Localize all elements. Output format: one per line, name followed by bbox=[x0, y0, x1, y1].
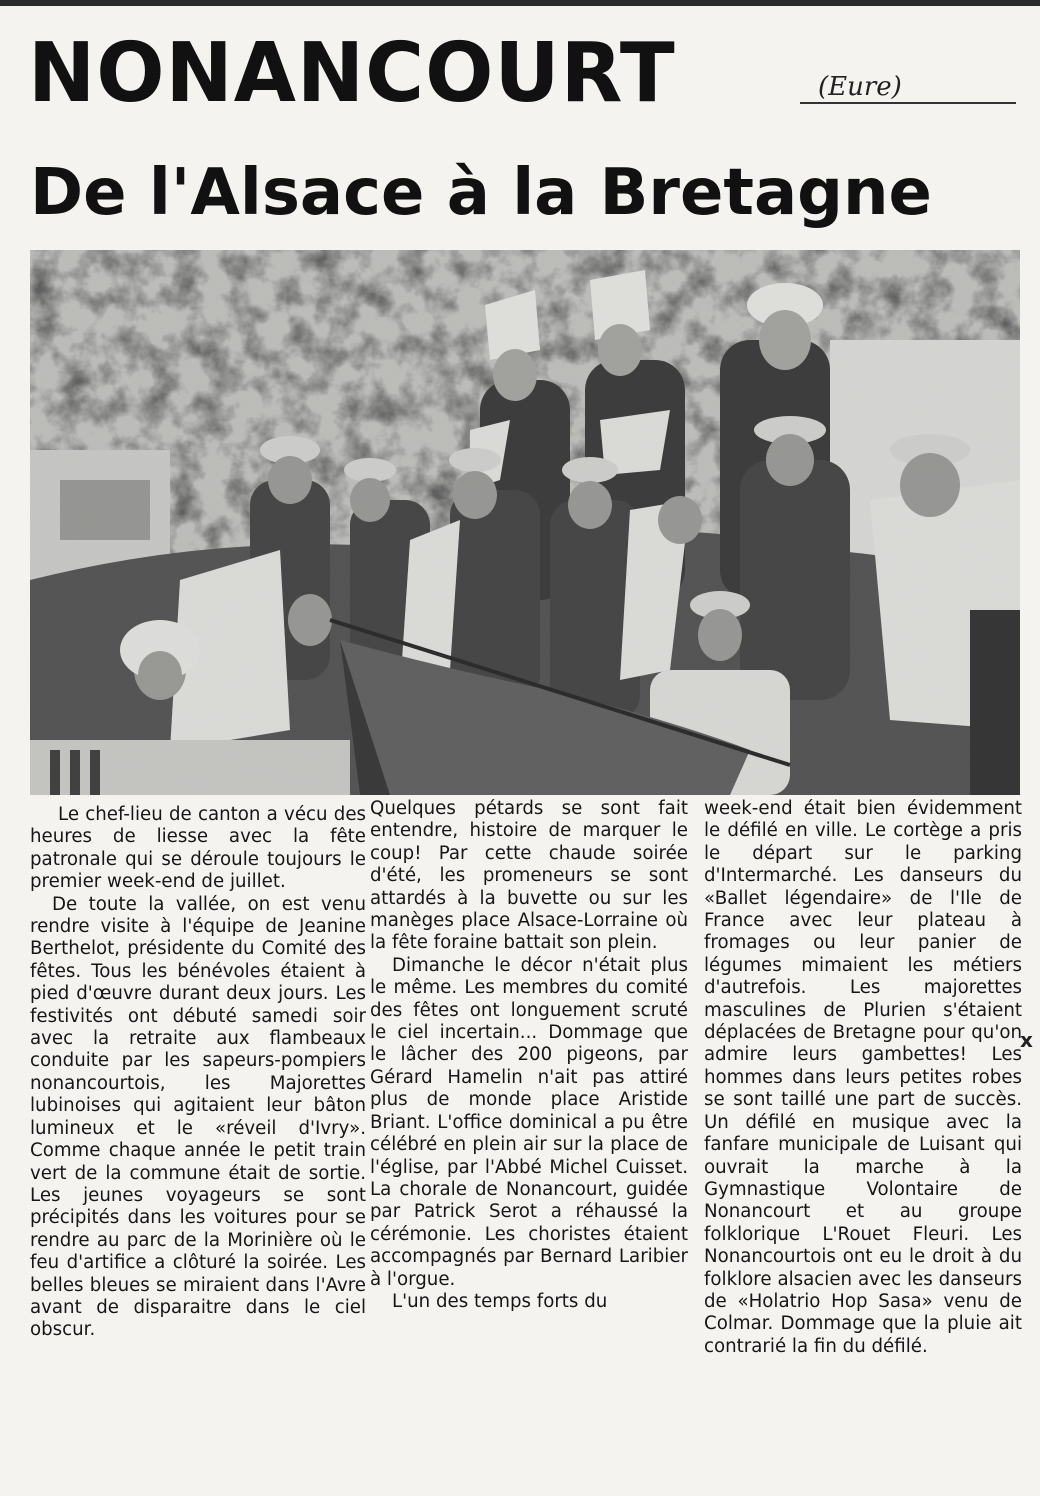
article-column-2 bbox=[370, 798, 688, 1313]
article-column-3 bbox=[704, 798, 1022, 1358]
department-note: (Eure) bbox=[818, 72, 902, 102]
article-headline: De l'Alsace à la Bretagne bbox=[30, 156, 932, 230]
paragraph: week-end était bien évidemment le défilé en ville. Le cortège a pris le départ sur le parking d'Intermarché. Les danseurs du «Ballet légendaire» de l'Ile de France avec leur plateau à fromages ou leur panier de légumes mimaient les métiers d'autrefois. Les majorettes masculines de Plurien s'étaient déplacées de Bretagne pour qu'on admire leurs gambettes! Les hommes dans leurs petites robes se sont taillé une part de succès. Un défilé en musique avec la fanfare municipale de Luisant qui ouvrait la marche à la Gymnastique Volontaire de Nonancourt et au groupe folklorique L'Rouet Fleuri. Les Nonancourtois ont eu le droit à du folklore alsacien avec les danseurs de «Holatrio Hop Sasa» venu de Colmar. Dommage que la pluie ait contrarié la fin du défilé. bbox=[704, 798, 1022, 1357]
paragraph: Dimanche le décor n'était plus le même. Les membres du comité des fêtes ont longuement scruté le ciel incertain... Dommage que le lâcher des 200 pigeons, par Gérard Hamelin n'ait pas attiré plus de monde place Aristide Briant. L'office dominical a pu être célébré en plein air sur la place de l'église, par l'Abbé Michel Cuisset. La chorale de Nonancourt, guidée par Patrick Serot a réhaussé la cérémonie. Les choristes étaient accompagnés par Bernard Laribier à l'orgue. bbox=[370, 954, 688, 1290]
town-masthead: NONANCOURT bbox=[28, 26, 676, 121]
paragraph: L'un des temps forts du bbox=[392, 1290, 608, 1312]
article-column-1 bbox=[30, 804, 366, 1342]
paragraph: Le chef-lieu de canton a vécu des heures de liesse avec la fête patronale qui se déroule toujours le premier week-end de juillet. bbox=[30, 804, 366, 893]
paragraph: De toute la vallée, on est venu rendre visite à l'équipe de Jeanine Berthelot, présidente du Comité des fêtes. Tous les bénévoles étaient à pied d'œuvre durant deux jours. Les festivités ont débuté samedi soir avec la retraite aux flambeaux conduite par les sapeurs-pompiers nonancourtois, les Majorettes lubinoises qui agitaient leur bâton lumineux et le «réveil d'Ivry». Comme chaque année le petit train vert de la commune était de sortie. Les jeunes voyageurs se sont précipités dans les voitures pour se rendre au parc de la Morinière où le feu d'artifice a clôturé la soirée. Les belles bleues se miraient dans l'Avre avant de disparaitre dans le ciel obscur. bbox=[30, 893, 366, 1341]
margin-mark: x bbox=[1020, 1028, 1033, 1052]
top-rule bbox=[0, 0, 1040, 6]
festival-parade-photo bbox=[30, 250, 1020, 795]
department-underline bbox=[800, 102, 1016, 104]
paragraph: Quelques pétards se sont fait entendre, histoire de marquer le coup! Par cette chaude soirée d'été, les promeneurs se sont attardés à la buvette ou sur les manèges place Alsace-Lorraine où la fête foraine battait son plein. bbox=[370, 798, 688, 954]
photo-illustration bbox=[30, 250, 1020, 795]
